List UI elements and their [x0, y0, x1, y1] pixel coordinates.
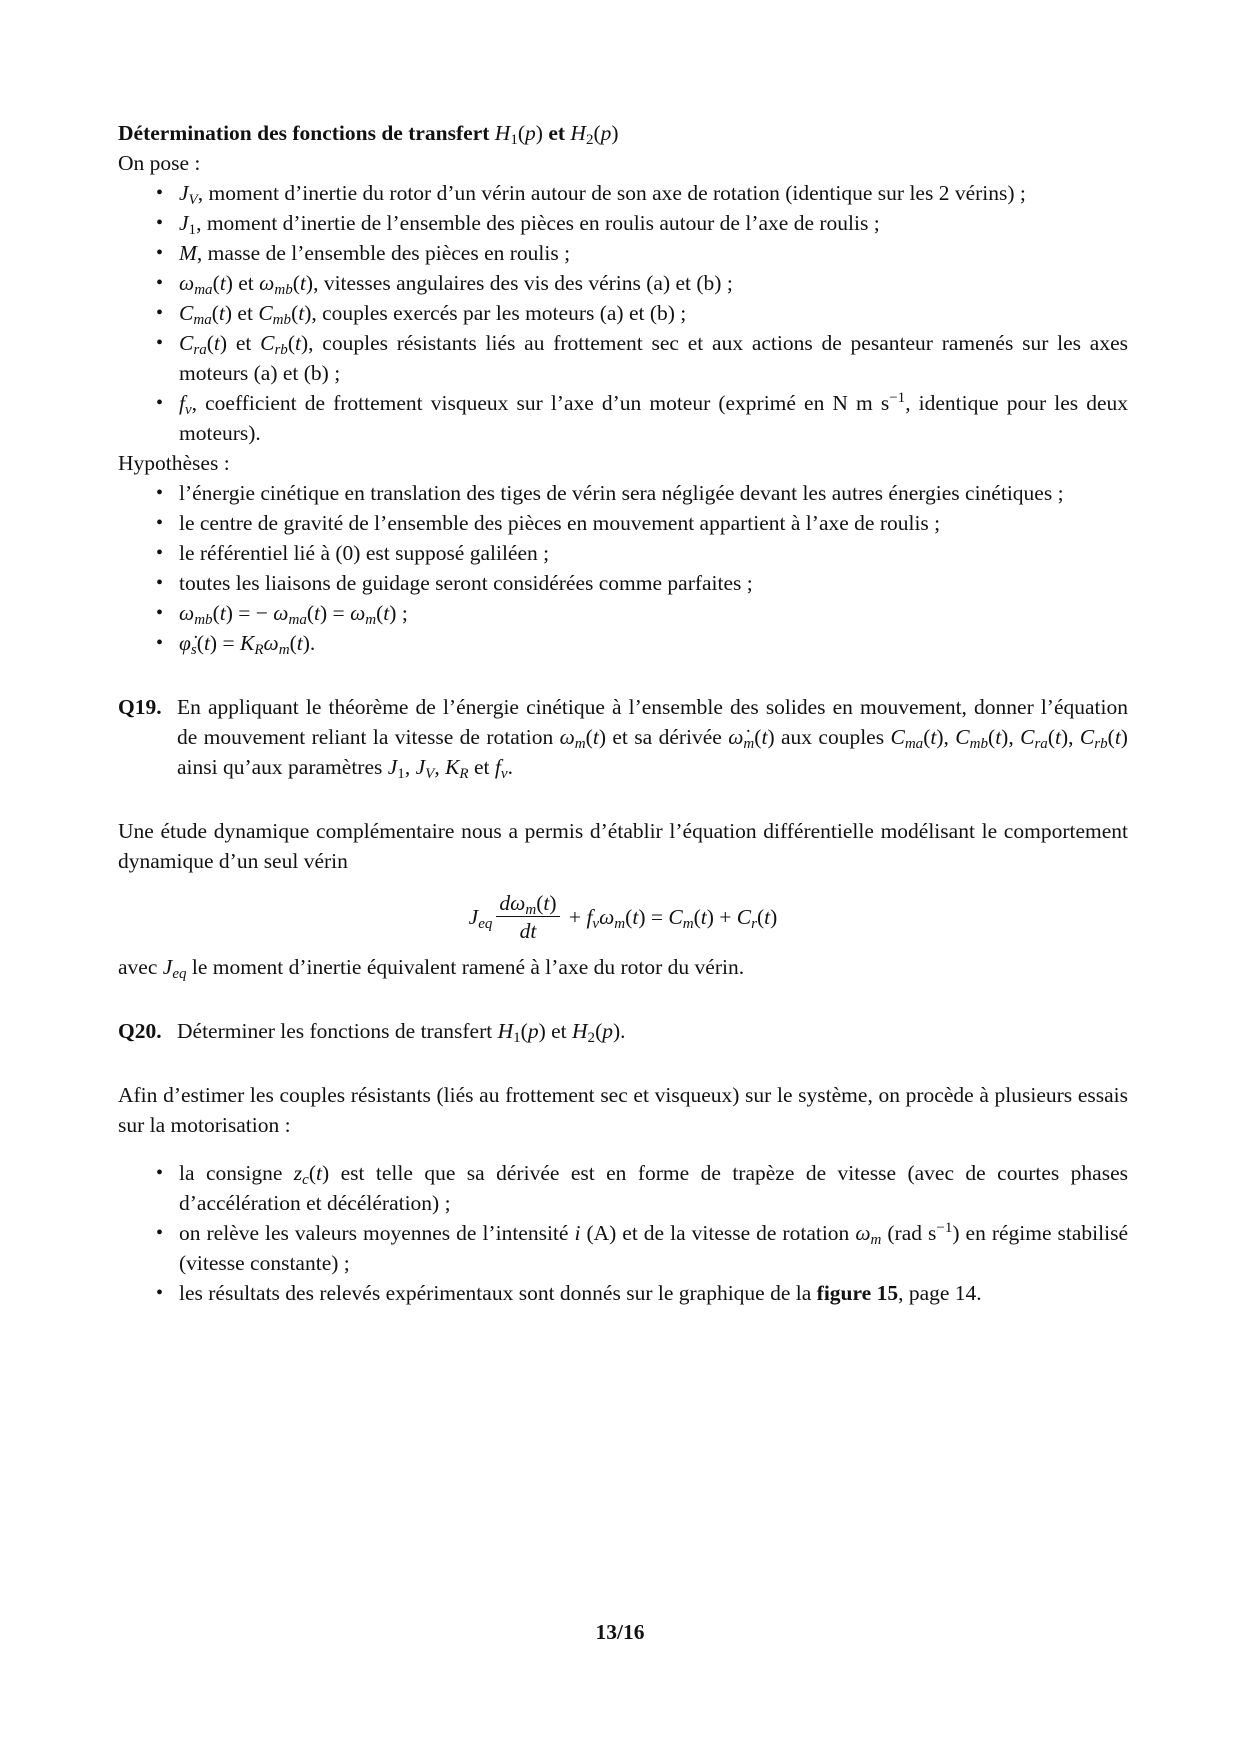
list-item: • $\varphi̇_s(t) = K_R\omega_m(t)$.	[118, 628, 1128, 658]
tests-list	[118, 1158, 1128, 1308]
derivative-fraction: $\frac{d\omega_m(t)}{dt}$	[496, 890, 559, 945]
list-item: • on relève les valeurs moyennes de l’intensité i (A) et de la vitesse de rotation $\omega_m$ (rad $s^{-1}$) en régime stabilisé (vitesse constante) ;	[118, 1218, 1128, 1278]
list-item: • $\omega_{ma}(t)$ et $\omega_{mb}(t)$, vitesses angulaires des vis des vérins (a) et (b) ;	[118, 268, 1128, 298]
list-item: • M, masse de l’ensemble des pièces en roulis ;	[118, 238, 1128, 268]
list-item: • $J_1$, moment d’inertie de l’ensemble des pièces en roulis autour de l’axe de roulis ;	[118, 208, 1128, 238]
jeq-definition: avec $J_{eq}$ le moment d’inertie équivalent ramené à l’axe du rotor du vérin.	[118, 955, 745, 982]
study-intro: Une étude dynamique complémentaire nous a permis d’établir l’équation différentielle modélisant le comportement dynamique d’un seul vérin	[118, 819, 1128, 873]
question-label: Q20.	[118, 1019, 162, 1043]
list-item: • $f_v$, coefficient de frottement visqueux sur l’axe d’un moteur (exprimé en N m $s^{-1}$, identique pour les deux moteurs).	[118, 388, 1128, 448]
question-20	[118, 1016, 1128, 1046]
document-page	[118, 118, 1128, 1308]
question-label: Q19.	[118, 695, 162, 719]
section-heading-text: Détermination des fonctions de transfert	[118, 121, 490, 145]
section-heading-math: $H_1(p)$ et $H_2(p)$	[494, 121, 619, 148]
hypotheses-list	[118, 478, 1128, 658]
list-item: • $\omega_{mb}(t)$ = − $\omega_{ma}(t) = \omega_m(t)$ ;	[118, 598, 1128, 628]
on-pose-label: On pose :	[118, 151, 201, 175]
hypotheses-label: Hypothèses :	[118, 451, 230, 475]
page-number: 13/16	[595, 1620, 645, 1644]
differential-equation: $J_{eq}$ $\frac{d\omega_m(t)}{dt}$ + $f_v\omega_m(t) = C_m(t) + C_r(t)$	[468, 890, 778, 943]
list-item: • $J_V$, moment d’inertie du rotor d’un vérin autour de son axe de rotation (identique sur les 2 vérins) ;	[118, 178, 1128, 208]
list-item: • la consigne $z_c(t)$ est telle que sa dérivée est en forme de trapèze de vitesse (avec de courtes phases d’accélération et décélération) ;	[118, 1158, 1128, 1218]
question-text: En appliquant le théorème de l’énergie cinétique à l’ensemble des solides en mouvement, donner l’équation de mouvement reliant la vitesse de rotation $\omega_m(t)$ et sa dérivée $\omegȧ_m(t)$ aux couples $C_{ma}(t)$, $C_{mb}(t)$, $C_{ra}(t)$, $C_{rb}(t)$ ainsi qu’aux paramètres $J_1$, $J_V$, $K_R$ et $f_v$.	[177, 695, 1128, 782]
list-item: • $C_{ra}(t)$ et $C_{rb}(t)$, couples résistants liés au frottement sec et aux actions de pesanteur ramenés sur les axes moteurs (a) et (b) ;	[118, 328, 1128, 388]
list-item: • $C_{ma}(t)$ et $C_{mb}(t)$, couples exercés par les moteurs (a) et (b) ;	[118, 298, 1128, 328]
list-item: • toutes les liaisons de guidage seront considérées comme parfaites ;	[118, 568, 1128, 598]
tests-intro: Afin d’estimer les couples résistants (liés au frottement sec et visqueux) sur le système, on procède à plusieurs essais sur la motorisation :	[118, 1083, 1128, 1137]
list-item: • le centre de gravité de l’ensemble des pièces en mouvement appartient à l’axe de roulis ;	[118, 508, 1128, 538]
section-heading	[118, 118, 1128, 148]
definitions-list	[118, 178, 1128, 448]
list-item: • les résultats des relevés expérimentaux sont donnés sur le graphique de la figure 15, page 14.	[118, 1278, 1128, 1308]
question-text: Déterminer les fonctions de transfert $H_1(p)$ et $H_2(p)$.	[177, 1019, 626, 1046]
list-item: • le référentiel lié à (0) est supposé galiléen ;	[118, 538, 1128, 568]
list-item: • l’énergie cinétique en translation des tiges de vérin sera négligée devant les autres énergies cinétiques ;	[118, 478, 1128, 508]
question-19	[118, 692, 1128, 782]
